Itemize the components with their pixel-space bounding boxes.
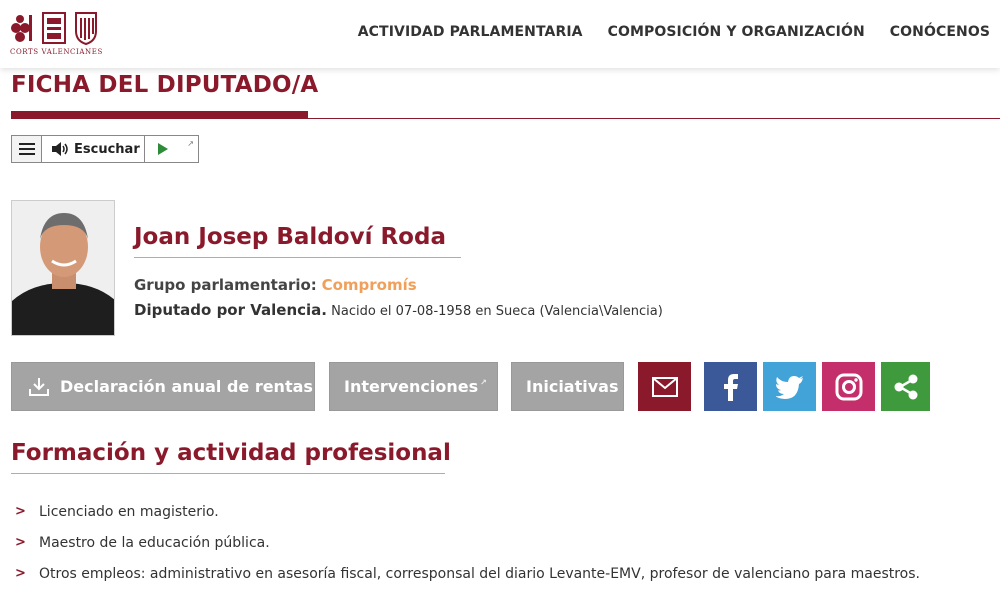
twitter-icon xyxy=(776,375,804,399)
external-link-icon: ↗ xyxy=(480,378,487,387)
facebook-icon xyxy=(723,373,739,401)
education-list xyxy=(11,496,920,589)
birth-info: Nacido el 07-08-1958 en Sueca (Valencia\Valencia) xyxy=(331,304,663,319)
instagram-icon xyxy=(835,373,863,401)
income-declaration-button[interactable] xyxy=(11,362,315,411)
list-item xyxy=(11,558,920,589)
share-icon xyxy=(893,374,919,400)
chevron-right-icon: > xyxy=(15,566,26,581)
nav-composicion-organizacion[interactable]: COMPOSICIÓN Y ORGANIZACIÓN xyxy=(607,24,865,40)
list-item-text: Licenciado en magisterio. xyxy=(39,503,219,520)
coat-of-arms-icon xyxy=(10,10,102,46)
portrait-image xyxy=(12,201,115,336)
read-aloud-widget xyxy=(11,135,199,163)
income-declaration-label: Declaración anual de rentas xyxy=(60,377,313,396)
twitter-button[interactable] xyxy=(763,362,816,411)
read-aloud-menu-button[interactable] xyxy=(12,136,42,162)
listen-label: Escuchar xyxy=(74,141,140,157)
party-link[interactable]: Compromís xyxy=(321,276,417,294)
deputy-origin xyxy=(134,301,663,319)
download-icon xyxy=(28,377,50,397)
interventions-button[interactable] xyxy=(329,362,498,411)
chevron-right-icon: > xyxy=(15,504,26,519)
facebook-button[interactable] xyxy=(704,362,757,411)
menu-icon xyxy=(19,143,35,145)
name-divider xyxy=(134,257,461,258)
chevron-right-icon: > xyxy=(15,535,26,550)
initiatives-button[interactable] xyxy=(511,362,624,411)
list-item-text: Otros empleos: administrativo en asesoría fiscal, corresponsal del diario Levante-EMV, profesor de valenciano para maestros. xyxy=(39,565,920,582)
list-item-text: Maestro de la educación pública. xyxy=(39,534,270,551)
corts-valencianes-logo[interactable] xyxy=(10,10,102,58)
section-divider xyxy=(11,473,445,474)
constituency-label: Diputado por Valencia. xyxy=(134,301,327,319)
title-divider xyxy=(11,118,1000,119)
nav-actividad-parlamentaria[interactable]: ACTIVIDAD PARLAMENTARIA xyxy=(357,24,583,40)
share-button[interactable] xyxy=(881,362,930,411)
play-icon xyxy=(158,143,168,155)
page-title: FICHA DEL DIPUTADO/A xyxy=(11,72,319,98)
list-item xyxy=(11,527,920,558)
section-title: Formación y actividad profesional xyxy=(11,440,451,466)
main-nav xyxy=(358,24,990,40)
listen-button[interactable] xyxy=(42,136,145,162)
parliamentary-group xyxy=(134,276,417,294)
group-label: Grupo parlamentario: xyxy=(134,276,317,294)
instagram-button[interactable] xyxy=(822,362,875,411)
interventions-label: Intervenciones xyxy=(344,377,479,396)
deputy-photo xyxy=(11,200,115,336)
speaker-icon xyxy=(51,142,69,156)
site-header xyxy=(0,0,1000,68)
email-button[interactable] xyxy=(638,362,691,411)
list-item xyxy=(11,496,920,527)
initiatives-label: Iniciativas xyxy=(526,377,619,396)
deputy-name: Joan Josep Baldoví Roda xyxy=(134,224,446,250)
play-button[interactable] xyxy=(145,136,198,162)
logo-text: CORTS VALENCIANES xyxy=(10,48,103,56)
external-link-icon: ↗ xyxy=(187,139,194,148)
mail-icon xyxy=(652,377,678,397)
nav-conocenos[interactable]: CONÓCENOS xyxy=(889,24,990,40)
